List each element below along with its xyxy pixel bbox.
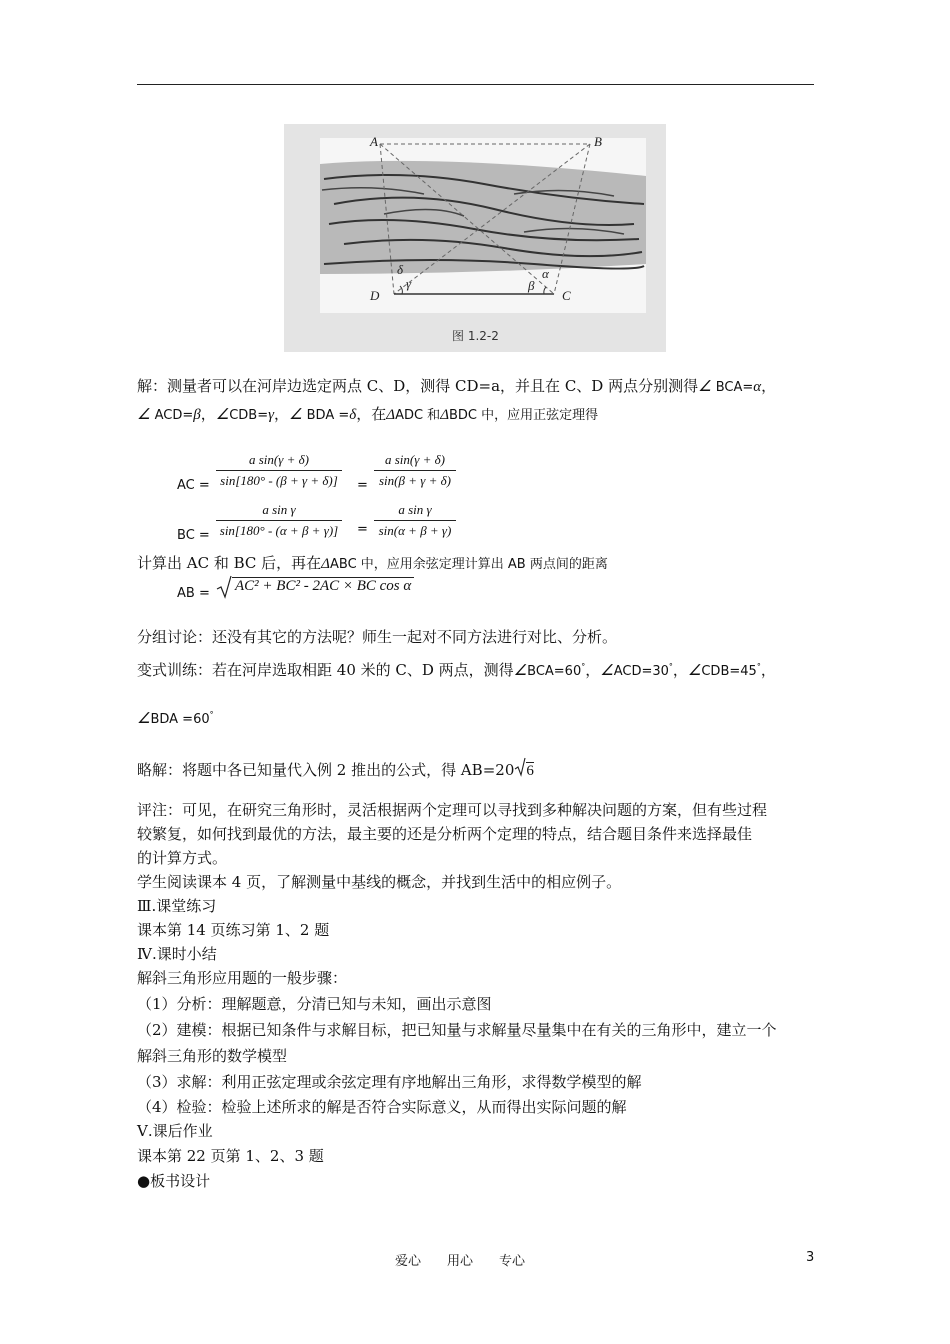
step-2a: （2）建模：根据已知条件与求解目标，把已知量与求解量尽量集中在有关的三角形中，建立一个 bbox=[137, 1021, 777, 1039]
river-diagram bbox=[284, 124, 666, 352]
river-figure bbox=[284, 124, 666, 352]
comment-3: 的计算方式。 bbox=[137, 849, 228, 867]
step-2b: 解斜三角形的数学模型 bbox=[137, 1047, 288, 1065]
section-5-body: 课本第 22 页第 1、2、3 题 bbox=[137, 1147, 324, 1165]
comment-1: 评注：可见，在研究三角形时，灵活根据两个定理可以寻找到多种解决问题的方案，但有些过程 bbox=[137, 801, 768, 819]
board-design: ●板书设计 bbox=[137, 1172, 211, 1190]
section-3-body: 课本第 14 页练习第 1、2 题 bbox=[137, 921, 330, 939]
ab-sqrt: AC² + BC² - 2AC × BC cos α bbox=[216, 575, 414, 599]
section-3-title: Ⅲ.课堂练习 bbox=[137, 897, 217, 915]
label-alpha: α bbox=[542, 266, 549, 281]
page-number: 3 bbox=[806, 1250, 815, 1265]
section-4-title: Ⅳ.课时小结 bbox=[137, 945, 217, 963]
label-delta: δ bbox=[397, 262, 404, 277]
footer-motto: 爱心 用心 专心 bbox=[395, 1254, 526, 1269]
solution-line-2: ∠ ACD=β，∠CDB=γ，∠ BDA =δ，在ΔADC 和ΔBDC 中，应用正弦定理得 bbox=[137, 405, 599, 423]
steps-intro: 解斜三角形应用题的一般步骤： bbox=[137, 969, 348, 987]
label-c: C bbox=[562, 288, 571, 303]
ac-fraction-2: a sin(γ + δ) sin(β + γ + δ) bbox=[374, 452, 456, 489]
label-a: A bbox=[370, 134, 378, 149]
calc-line: 计算出 AC 和 BC 后，再在ΔABC 中，应用余弦定理计算出 AB 两点间的距离 bbox=[137, 554, 608, 572]
figure-caption: 图 1.2-2 bbox=[452, 329, 499, 343]
step-3: （3）求解：利用正弦定理或余弦定理有序地解出三角形，求得数学模型的解 bbox=[137, 1073, 642, 1091]
sqrt-sign-icon bbox=[216, 575, 232, 599]
solution-line-1: 解：测量者可以在河岸边选定两点 C、D，测得 CD=a，并且在 C、D 两点分别测得∠ BCA=α， bbox=[137, 377, 777, 395]
ac-fraction-1: a sin(γ + δ) sin[180° - (β + γ + δ)] bbox=[216, 452, 342, 489]
label-gamma: γ bbox=[406, 276, 412, 291]
variant-line-2: ∠BDA =60° bbox=[137, 710, 214, 727]
section-5-title: Ⅴ.课后作业 bbox=[137, 1122, 213, 1140]
ac-equals: = bbox=[357, 478, 368, 493]
step-4: （4）检验：检验上述所求的解是否符合实际意义，从而得出实际问题的解 bbox=[137, 1098, 627, 1116]
label-beta: β bbox=[528, 278, 535, 293]
variant-line: 变式训练：若在河岸选取相距 40 米的 C、D 两点，测得∠BCA=60°，∠ACD=30°，∠CDB=45°， bbox=[137, 661, 776, 679]
label-d: D bbox=[370, 288, 380, 303]
reading: 学生阅读课本 4 页，了解测量中基线的概念，并找到生活中的相应例子。 bbox=[137, 873, 622, 891]
bc-equals: = bbox=[357, 522, 368, 537]
discussion: 分组讨论：还没有其它的方法呢？师生一起对不同方法进行对比、分析。 bbox=[137, 628, 618, 646]
comment-2: 较繁复，如何找到最优的方法，最主要的还是分析两个定理的特点，结合题目条件来选择最佳 bbox=[137, 825, 753, 843]
sqrt-sign-icon-2 bbox=[514, 757, 526, 777]
header-rule bbox=[137, 84, 814, 85]
step-1: （1）分析：理解题意，分清已知与未知，画出示意图 bbox=[137, 995, 492, 1013]
bc-label: BC = bbox=[177, 528, 210, 543]
bc-fraction-1: a sin γ sin[180° - (α + β + γ)] bbox=[216, 502, 342, 539]
ab-label: AB = bbox=[177, 586, 210, 601]
brief-solution: 略解：将题中各已知量代入例 2 推出的公式，得 AB=20 6 bbox=[137, 757, 534, 781]
bc-fraction-2: a sin γ sin(α + β + γ) bbox=[374, 502, 456, 539]
ac-label: AC = bbox=[177, 478, 210, 493]
label-b: B bbox=[594, 134, 602, 149]
